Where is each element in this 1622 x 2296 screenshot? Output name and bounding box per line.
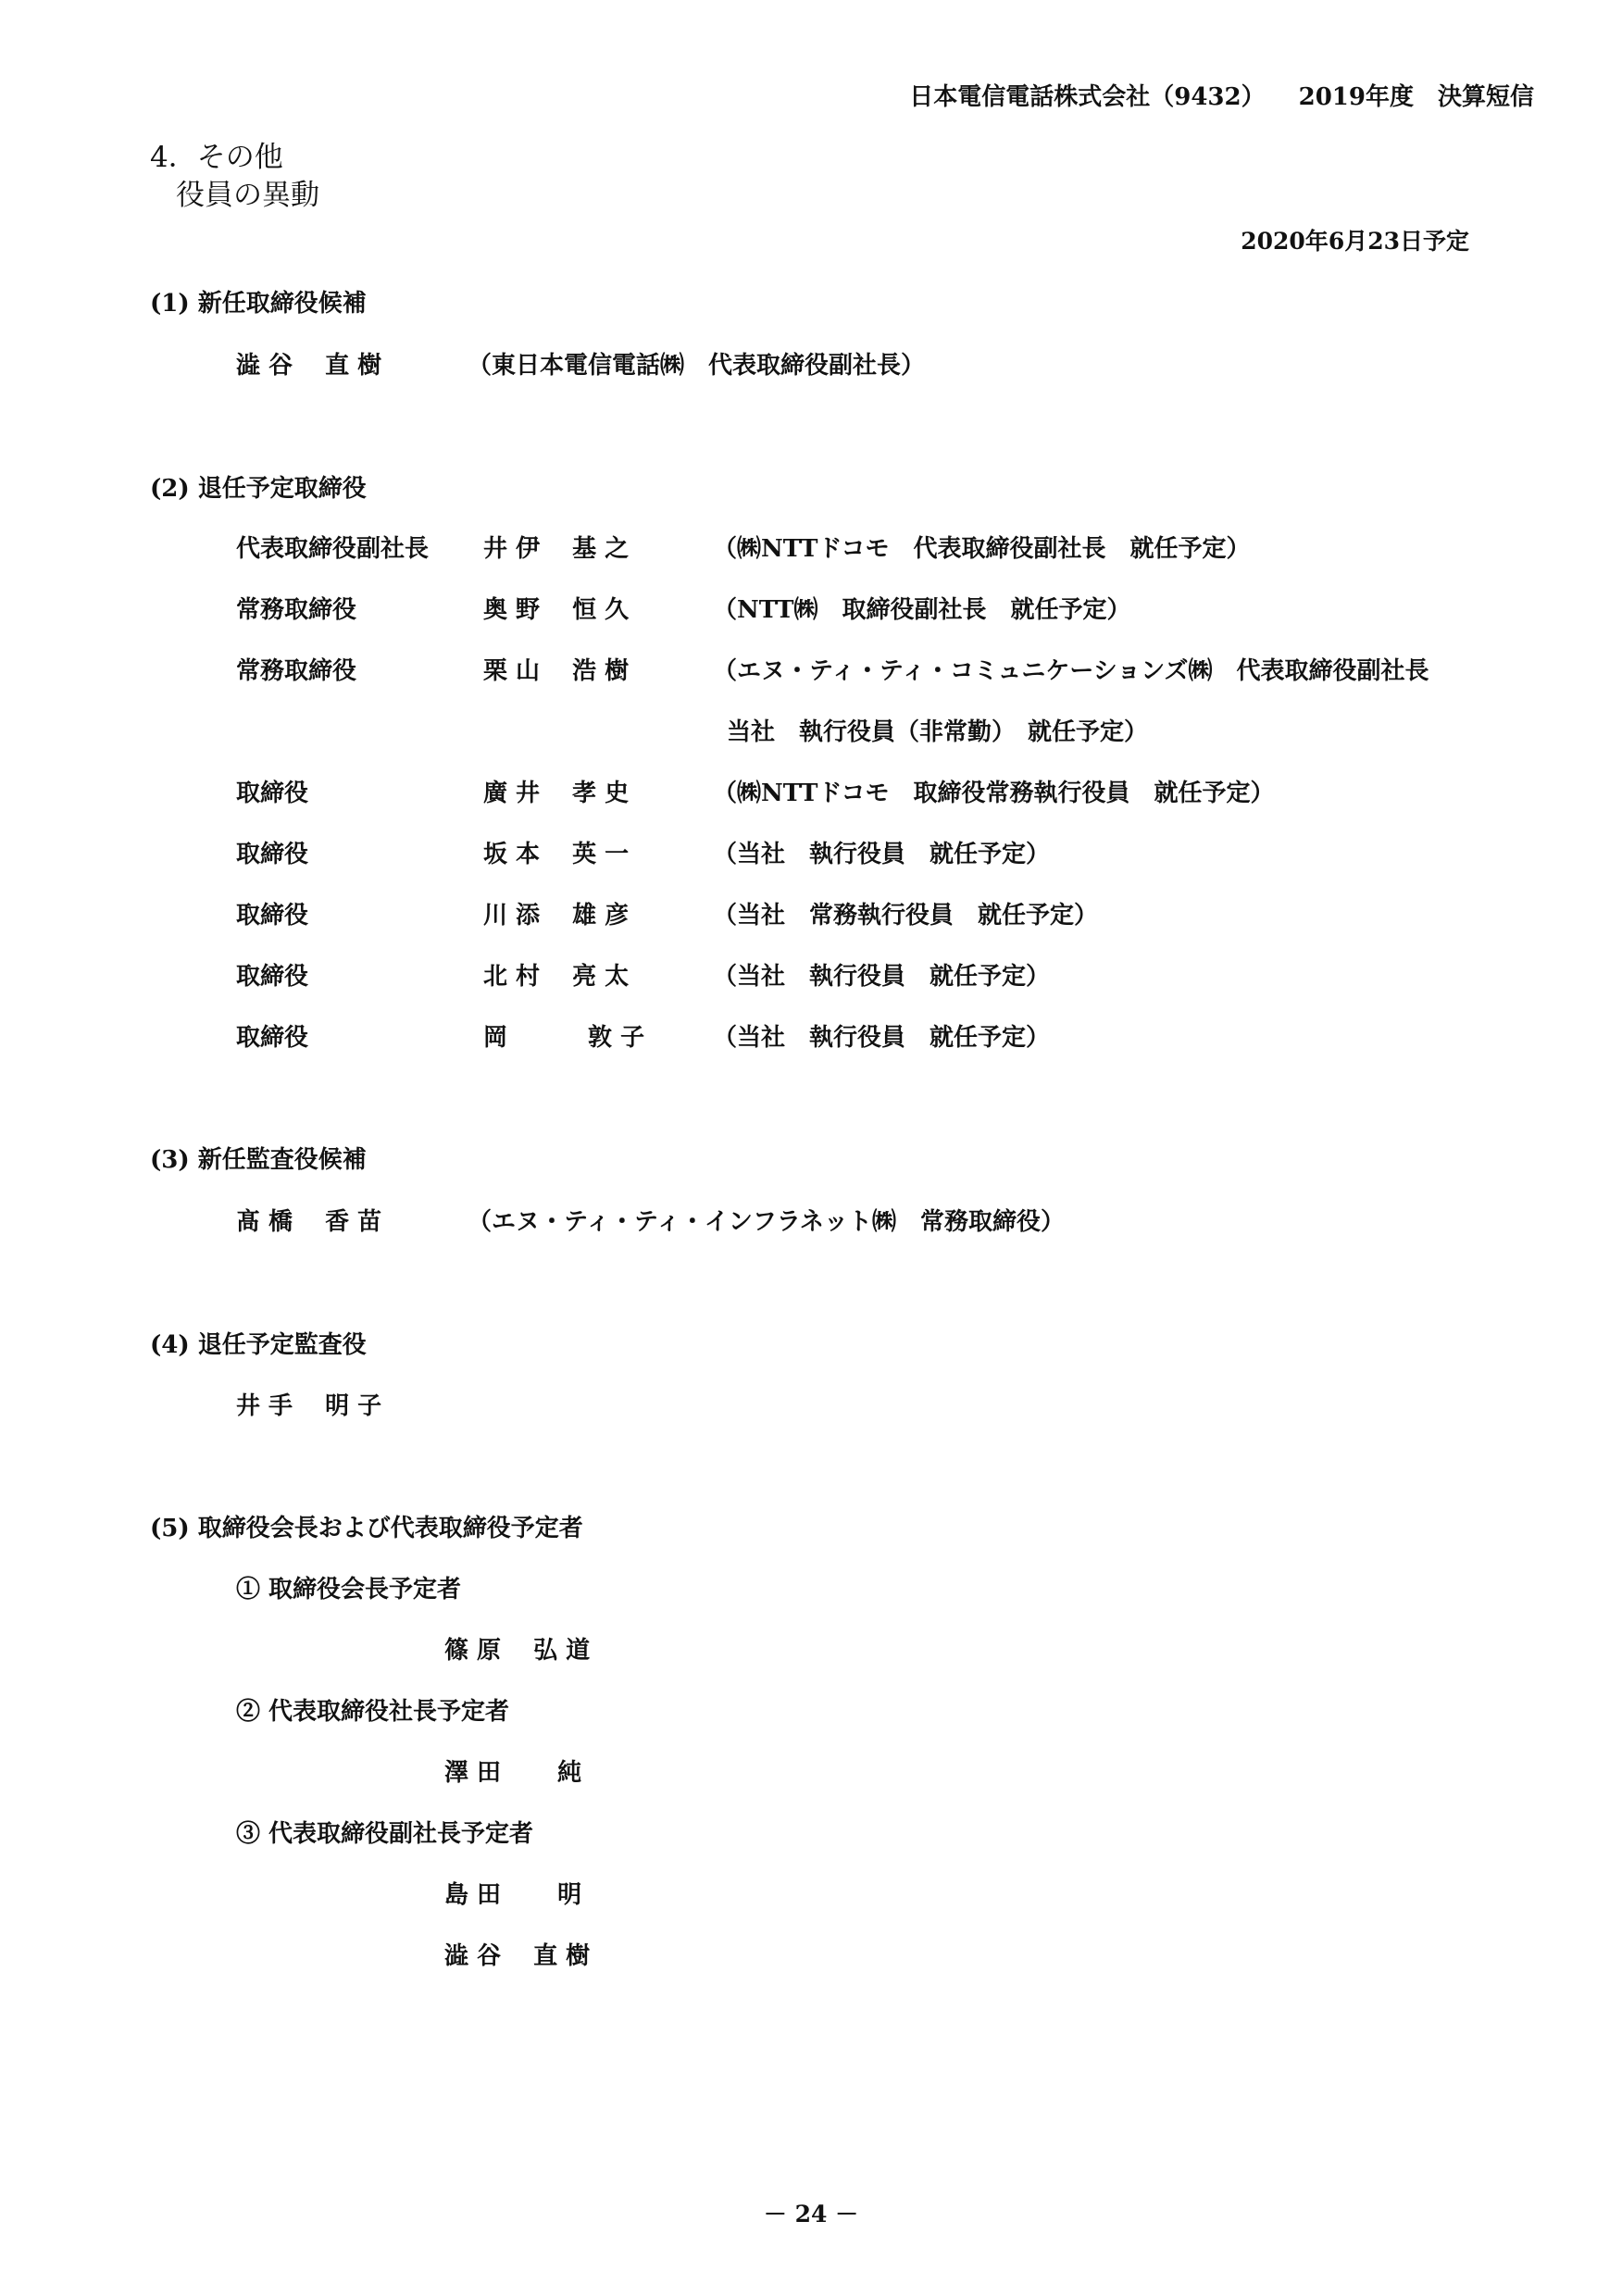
role-group-label: ③ 代表取締役副社長予定者	[236, 1820, 534, 1848]
retiring-auditor-name: 井 手 明 子	[236, 1392, 382, 1420]
retiring-director-name: 北 村 亮 太	[483, 963, 630, 991]
section-subtitle: 役員の異動	[176, 179, 319, 212]
retiring-director-title: 常務取締役	[236, 596, 357, 624]
retiring-director-title: 取締役	[236, 841, 309, 868]
retiring-director-note: （当社 執行役員 就任予定）	[713, 963, 1051, 991]
retiring-director-name: 廣 井 孝 史	[483, 780, 630, 807]
retiring-director-note: （当社 執行役員 就任予定）	[713, 1024, 1051, 1052]
retiring-director-title: 取締役	[236, 902, 309, 930]
page-header	[909, 85, 1534, 109]
retiring-director-note: （当社 常務執行役員 就任予定）	[713, 902, 1099, 930]
retiring-director-name: 坂 本 英 一	[483, 841, 630, 868]
retiring-director-name: 奥 野 恒 久	[483, 596, 630, 624]
designee-name: 澤 田 純	[444, 1759, 582, 1787]
new-director-note: （東日本電信電話㈱ 代表取締役副社長）	[468, 352, 926, 380]
page-number: － 24 －	[763, 2201, 859, 2227]
designee-name: 島 田 明	[444, 1881, 582, 1909]
retiring-director-title: 取締役	[236, 780, 309, 807]
retiring-director-note: （当社 執行役員 就任予定）	[713, 841, 1051, 868]
designee-name: 澁 谷 直 樹	[444, 1942, 591, 1970]
retiring-director-name: 栗 山 浩 樹	[483, 657, 630, 685]
retiring-director-note: （エヌ・ティ・ティ・コミュニケーションズ㈱ 代表取締役副社長	[713, 657, 1429, 685]
fiscal-label: 2019年度 決算短信	[1298, 83, 1534, 111]
effective-date: 2020年6月23日予定	[1241, 228, 1469, 255]
retiring-director-name: 川 添 雄 彦	[483, 902, 630, 930]
role-group-label: ② 代表取締役社長予定者	[236, 1698, 510, 1726]
role-group-label: ① 取締役会長予定者	[236, 1576, 462, 1603]
new-directors-heading: (1) 新任取締役候補	[150, 290, 367, 318]
new-director-name: 澁 谷 直 樹	[236, 352, 382, 380]
chairman-president-heading: (5) 取締役会長および代表取締役予定者	[150, 1515, 583, 1542]
retiring-director-note-continued: 当社 執行役員（非常勤） 就任予定）	[727, 718, 1149, 746]
retiring-director-note: （㈱NTTドコモ 取締役常務執行役員 就任予定）	[713, 780, 1275, 807]
designee-name: 篠 原 弘 道	[444, 1637, 591, 1665]
new-auditor-note: （エヌ・ティ・ティ・インフラネット㈱ 常務取締役）	[468, 1208, 1066, 1236]
retiring-director-note: （NTT㈱ 取締役副社長 就任予定）	[713, 596, 1131, 624]
retiring-director-note: （㈱NTTドコモ 代表取締役副社長 就任予定）	[713, 535, 1251, 563]
retiring-director-name: 岡 敦 子	[483, 1024, 645, 1052]
retiring-directors-heading: (2) 退任予定取締役	[150, 475, 367, 503]
retiring-director-title: 常務取締役	[236, 657, 357, 685]
retiring-director-title: 代表取締役副社長	[236, 535, 430, 563]
company-name: 日本電信電話株式会社（9432）	[909, 83, 1266, 111]
retiring-director-title: 取締役	[236, 963, 309, 991]
new-auditor-name: 髙 橋 香 苗	[236, 1208, 382, 1236]
section-title: 4．その他	[150, 141, 283, 174]
new-auditors-heading: (3) 新任監査役候補	[150, 1146, 367, 1174]
retiring-auditors-heading: (4) 退任予定監査役	[150, 1331, 367, 1359]
retiring-director-name: 井 伊 基 之	[483, 535, 630, 563]
retiring-director-title: 取締役	[236, 1024, 309, 1052]
